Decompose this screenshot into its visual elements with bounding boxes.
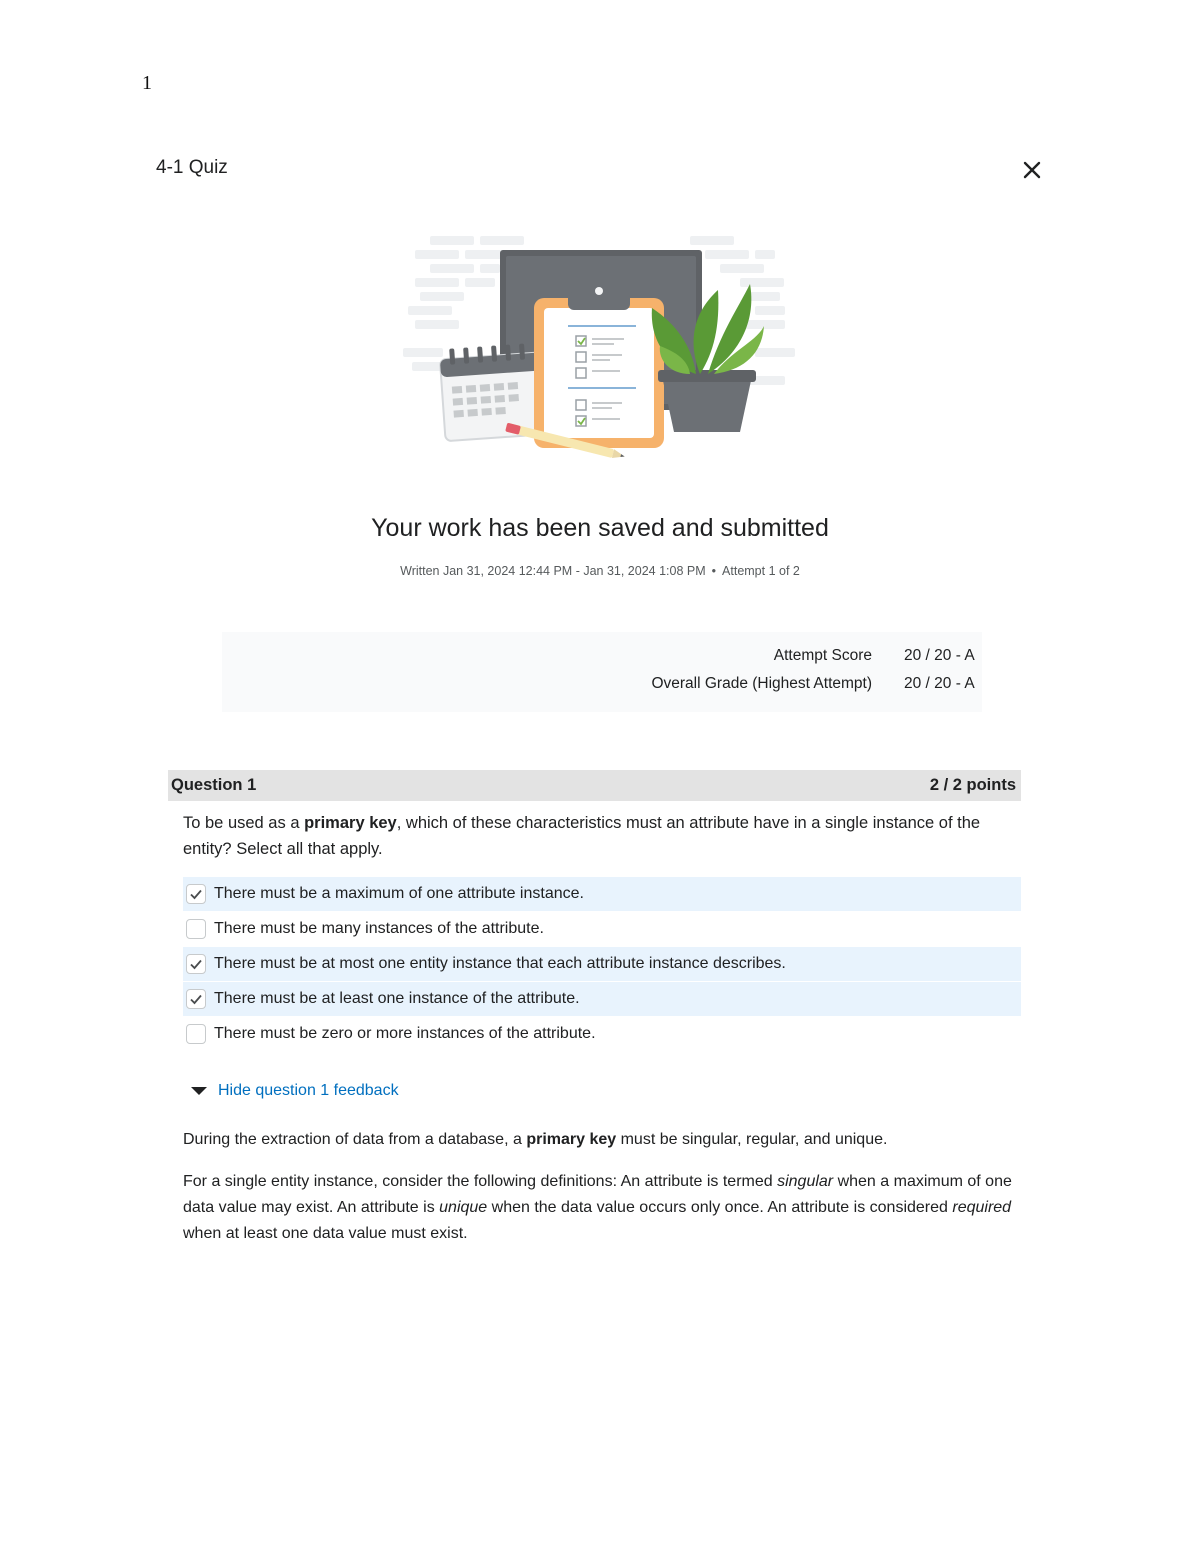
question-text: To be used as a primary key, which of these characteristics must an attribute have in a single instance of the entity? Select all that apply. [183, 814, 981, 858]
primary-key-term: primary key [304, 814, 397, 832]
checkbox[interactable] [186, 884, 206, 904]
submission-attempt: Attempt 1 of 2 [722, 564, 800, 578]
attempt-score-value: 20 / 20 - A [904, 647, 975, 664]
submission-meta [0, 564, 1200, 578]
answer-option[interactable] [183, 947, 1021, 981]
meta-separator: • [711, 564, 717, 578]
submission-headline: Your work has been saved and submitted [371, 514, 829, 542]
checkbox[interactable] [186, 919, 206, 939]
attempt-score-row [222, 647, 982, 669]
page-number: 1 [142, 72, 152, 94]
feedback-primary-key-term: primary key [526, 1131, 617, 1148]
score-panel [222, 632, 982, 712]
question-points: 2 / 2 points [929, 776, 1016, 794]
overall-grade-label: Overall Grade (Highest Attempt) [651, 675, 872, 692]
overall-grade-value: 20 / 20 - A [904, 675, 975, 692]
checkmark-icon [189, 887, 203, 901]
answer-option[interactable] [183, 877, 1021, 911]
quiz-title: 4-1 Quiz [156, 157, 228, 178]
checkbox[interactable] [186, 989, 206, 1009]
close-button[interactable] [1018, 156, 1046, 184]
option-text: There must be at most one entity instance that each attribute instance describes. [214, 955, 786, 972]
submission-written: Written Jan 31, 2024 12:44 PM - Jan 31, 2024 1:08 PM [400, 564, 706, 578]
option-text: There must be zero or more instances of the attribute. [214, 1025, 596, 1042]
checkbox[interactable] [186, 1024, 206, 1044]
feedback-summary: During the extraction of data from a database, a primary key must be singular, regular, and unique. [183, 1131, 888, 1148]
feedback-definitions: For a single entity instance, consider the following definitions: An attribute is termed singular when a maximum of one data value may exist. An attribute is unique when the data value occurs only once. An attribute is considered required when at least one data value must exist. [183, 1173, 1012, 1242]
option-text: There must be at least one instance of the attribute. [214, 990, 580, 1007]
answer-option[interactable] [183, 1017, 1021, 1051]
overall-grade-row [222, 675, 982, 697]
answer-option[interactable] [183, 912, 1021, 946]
option-text: There must be many instances of the attribute. [214, 920, 544, 937]
term-unique: unique [439, 1199, 488, 1216]
checkmark-icon [189, 992, 203, 1006]
caret-down-icon [190, 1086, 208, 1096]
attempt-score-label: Attempt Score [773, 647, 872, 664]
question-label: Question 1 [171, 776, 257, 794]
option-text: There must be a maximum of one attribute instance. [214, 885, 584, 902]
question-header [168, 770, 1021, 801]
hide-feedback-toggle[interactable] [190, 1082, 399, 1100]
answer-options [183, 877, 1021, 1052]
close-icon [1023, 161, 1041, 179]
hide-feedback-link[interactable]: Hide question 1 feedback [218, 1082, 399, 1099]
checkmark-icon [189, 957, 203, 971]
checkbox[interactable] [186, 954, 206, 974]
term-singular: singular [777, 1173, 834, 1190]
term-required: required [952, 1199, 1012, 1216]
answer-option[interactable] [183, 982, 1021, 1016]
quiz-submitted-illustration [400, 228, 800, 473]
